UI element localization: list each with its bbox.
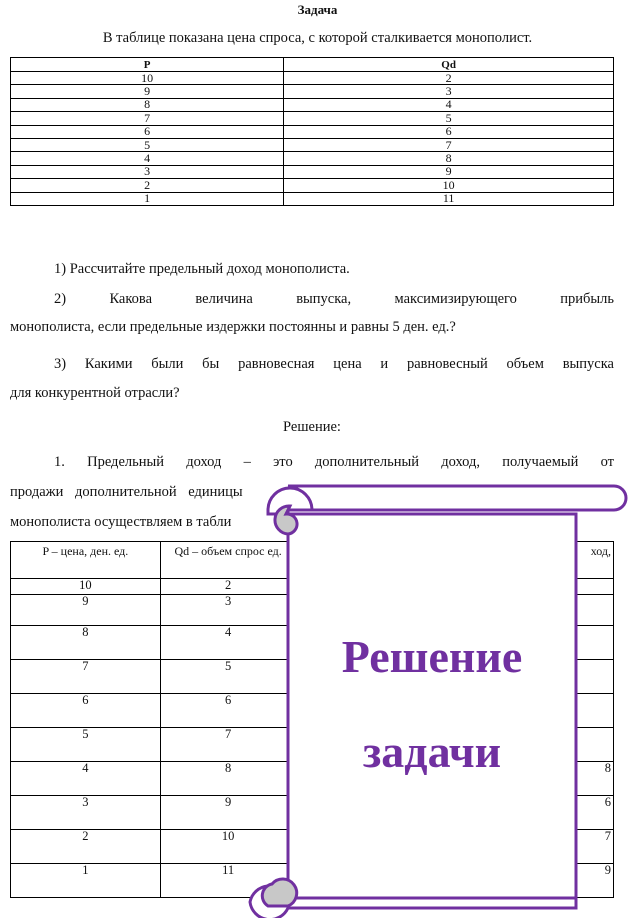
demand-table-header xyxy=(11,58,614,72)
header-qd: Qd xyxy=(284,58,614,72)
cell-p: 10 xyxy=(11,72,284,85)
solution-line-2: продажи дополнительной единицы xyxy=(10,484,243,500)
cell-price: 8 xyxy=(11,626,161,660)
cell-revenue: 6 xyxy=(296,796,613,830)
cell-p: 3 xyxy=(11,165,284,178)
cell-price: 1 xyxy=(11,864,161,898)
table-row xyxy=(11,72,614,85)
cell-qd: 3 xyxy=(284,85,614,98)
cell-price: 2 xyxy=(11,830,161,864)
cell-revenue: 7 xyxy=(296,830,613,864)
cell-qd: 10 xyxy=(284,179,614,192)
cell-quantity: 5 xyxy=(160,660,296,694)
cell-p: 7 xyxy=(11,112,284,125)
cell-revenue: 9 xyxy=(296,864,613,898)
table-row xyxy=(11,192,614,205)
solution-line-1: 1. Предельный доход – это дополнительный доход, получаемый от xyxy=(54,454,614,470)
cell-price: 5 xyxy=(11,728,161,762)
cell-qd: 9 xyxy=(284,165,614,178)
cell-price: 9 xyxy=(11,595,161,626)
cell-quantity: 3 xyxy=(160,595,296,626)
table-row xyxy=(11,85,614,98)
question-2-line-2: монополиста, если предельные издержки постоянны и равны 5 ден. ед.? xyxy=(10,319,456,335)
header-quantity: Qd – объем спрос ед. xyxy=(160,542,296,579)
demand-table xyxy=(10,57,614,206)
cell-quantity: 11 xyxy=(160,864,296,898)
table-row xyxy=(11,165,614,178)
cell-qd: 7 xyxy=(284,138,614,151)
cell-p: 9 xyxy=(11,85,284,98)
cell-qd: 6 xyxy=(284,125,614,138)
header-revenue: ход, xyxy=(296,542,613,579)
header-price: P – цена, ден. ед. xyxy=(11,542,161,579)
cell-quantity: 7 xyxy=(160,728,296,762)
solution-heading: Решение: xyxy=(283,419,341,435)
question-2-line-1: 2) Какова величина выпуска, максимизирующего прибыль xyxy=(54,291,614,307)
cell-p: 5 xyxy=(11,138,284,151)
question-1: 1) Рассчитайте предельный доход монополиста. xyxy=(54,261,350,277)
cell-price: 7 xyxy=(11,660,161,694)
cell-p: 6 xyxy=(11,125,284,138)
cell-price: 6 xyxy=(11,694,161,728)
cell-p: 4 xyxy=(11,152,284,165)
cell-price: 4 xyxy=(11,762,161,796)
question-3-line-1: 3) Какими были бы равновесная цена и равновесный объем выпуска xyxy=(54,356,614,372)
table-row xyxy=(11,179,614,192)
cell-quantity: 9 xyxy=(160,796,296,830)
table-row xyxy=(11,152,614,165)
overlay-title-line-1: Решение xyxy=(341,631,523,682)
cell-qd: 4 xyxy=(284,98,614,111)
cell-p: 2 xyxy=(11,179,284,192)
question-3-line-2: для конкурентной отрасли? xyxy=(10,385,180,401)
cell-p: 8 xyxy=(11,98,284,111)
intro-text: В таблице показана цена спроса, с которой сталкивается монополист. xyxy=(102,30,533,46)
table-row xyxy=(11,98,614,111)
cell-qd: 8 xyxy=(284,152,614,165)
table-row xyxy=(11,125,614,138)
header-p: P xyxy=(11,58,284,72)
cell-p: 1 xyxy=(11,192,284,205)
cell-quantity: 2 xyxy=(160,579,296,595)
cell-qd: 2 xyxy=(284,72,614,85)
table-row xyxy=(11,138,614,151)
solution-line-3: монополиста осуществляем в табли xyxy=(10,514,232,530)
table-row xyxy=(11,112,614,125)
cell-price: 10 xyxy=(11,579,161,595)
cell-quantity: 6 xyxy=(160,694,296,728)
cell-quantity: 10 xyxy=(160,830,296,864)
scroll-banner xyxy=(228,478,632,918)
cell-quantity: 4 xyxy=(160,626,296,660)
cell-price: 3 xyxy=(11,796,161,830)
cell-quantity: 8 xyxy=(160,762,296,796)
cell-qd: 5 xyxy=(284,112,614,125)
cell-qd: 11 xyxy=(284,192,614,205)
page-title: Задача xyxy=(297,2,338,17)
overlay-title-line-2: задачи xyxy=(362,726,502,777)
cell-revenue: 8 xyxy=(296,762,613,796)
